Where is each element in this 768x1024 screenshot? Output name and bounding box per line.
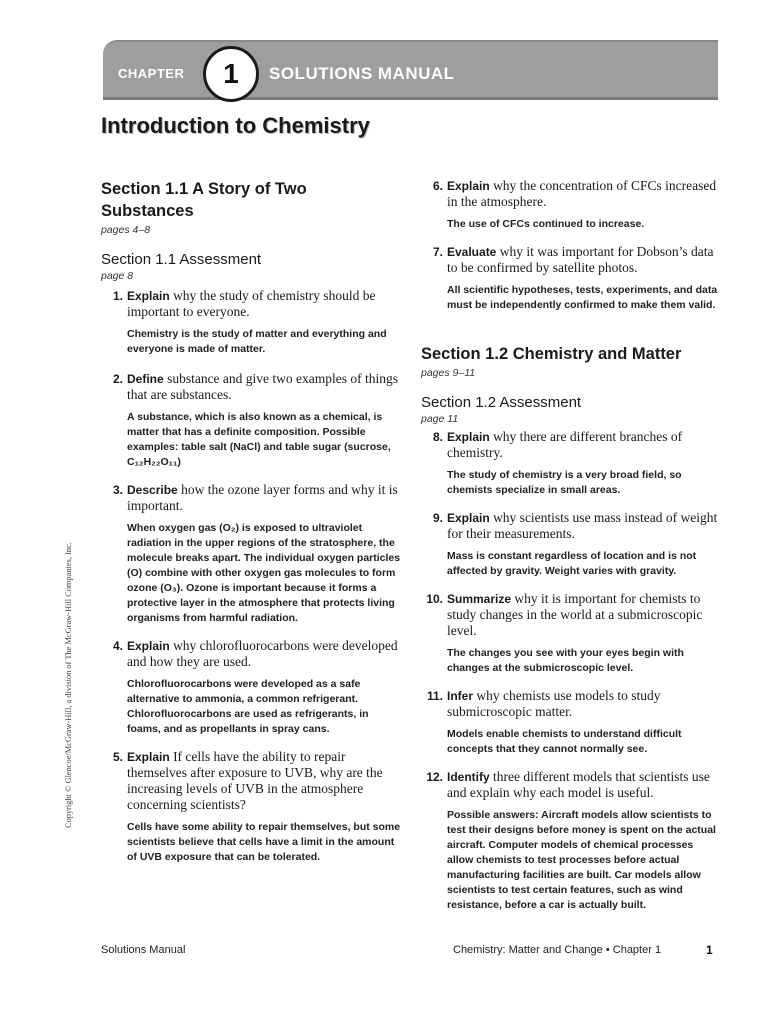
question-number: 11. xyxy=(426,689,443,703)
question-body xyxy=(447,591,721,676)
question-number: 4. xyxy=(112,639,123,653)
question-item xyxy=(101,749,401,865)
answer-text: The study of chemistry is a very broad field, so chemists specialize in small areas. xyxy=(447,469,682,496)
question-body xyxy=(127,482,401,626)
question-number: 7. xyxy=(432,245,443,259)
question-verb: Infer xyxy=(447,689,474,703)
right-column xyxy=(421,178,721,913)
question-prompt: substance and give two examples of things that are substances. xyxy=(127,371,399,402)
question-body xyxy=(127,371,401,470)
answer-text: Mass is constant regardless of location and is not affected by gravity. Weight varies with gravity. xyxy=(447,550,697,577)
question-prompt: why chlorofluorocarbons were developed and how they are used. xyxy=(127,638,398,669)
question-number: 8. xyxy=(432,430,443,444)
page-title: Introduction to Chemistry xyxy=(101,113,370,138)
question-verb: Identify xyxy=(447,770,490,784)
question-body xyxy=(447,510,721,579)
question-verb: Summarize xyxy=(447,592,512,606)
question-verb: Explain xyxy=(127,750,170,764)
question-text xyxy=(127,288,401,320)
question-item xyxy=(101,371,401,470)
section-1-2-heading: Section 1.2 Chemistry and Matter xyxy=(421,345,682,363)
question-body xyxy=(127,638,401,737)
question-body xyxy=(447,769,721,913)
section-1-2-assessment-page: page 11 xyxy=(421,413,459,425)
section-1-1-heading: Section 1.1 A Story of Two Substances xyxy=(101,180,307,220)
question-prompt: why chemists use models to study submicroscopic matter. xyxy=(447,688,661,719)
question-prompt: why the concentration of CFCs increased in the atmosphere. xyxy=(447,178,717,209)
question-text xyxy=(447,591,721,639)
question-text xyxy=(447,178,721,210)
answer-text: Chemistry is the study of matter and everything and everyone is made of matter. xyxy=(127,328,387,355)
question-body xyxy=(447,688,721,757)
question-item xyxy=(421,769,721,913)
question-text xyxy=(447,429,721,461)
answer-text: The changes you see with your eyes begin with changes at the submicroscopic level. xyxy=(447,647,684,674)
question-text xyxy=(127,638,401,670)
chapter-number-badge: 1 xyxy=(203,46,259,102)
question-item xyxy=(421,591,721,676)
page-number: 1 xyxy=(706,943,713,957)
question-text xyxy=(447,688,721,720)
question-text xyxy=(447,769,721,801)
question-item xyxy=(101,638,401,737)
question-item xyxy=(101,288,401,357)
question-body xyxy=(447,178,721,232)
question-prompt: why it was important for Dobson’s data to be confirmed by satellite photos. xyxy=(447,244,714,275)
section-1-1-pages: pages 4–8 xyxy=(101,224,151,236)
question-verb: Explain xyxy=(447,430,490,444)
question-body xyxy=(127,749,401,865)
answer-text: The use of CFCs continued to increase. xyxy=(447,218,645,230)
footer-left: Solutions Manual xyxy=(101,944,186,956)
question-body xyxy=(447,244,721,313)
question-verb: Explain xyxy=(127,289,170,303)
question-text xyxy=(447,510,721,542)
question-prompt: why it is important for chemists to study changes in the world at a submicroscopic level. xyxy=(447,591,703,638)
section-1-2-assessment-heading: Section 1.2 Assessment xyxy=(421,394,582,411)
question-prompt: why scientists use mass instead of weight for their measurements. xyxy=(447,510,718,541)
answer-text: A substance, which is also known as a chemical, is matter that has a definite composition. Possible examples: table salt (NaCl) and table sugar (sucrose, C₁₂H₂₂O₁₁) xyxy=(127,411,391,468)
question-body xyxy=(127,288,401,357)
question-verb: Explain xyxy=(447,511,490,525)
answer-text: Chlorofluorocarbons were developed as a safe alternative to ammonia, a common refrigerant. Chlorofluorocarbons are used as refrigerants, in foams, and as propellants in spray cans. xyxy=(127,678,369,735)
question-item xyxy=(421,510,721,579)
question-body xyxy=(447,429,721,498)
question-text xyxy=(127,371,401,403)
question-text xyxy=(447,244,721,276)
question-verb: Explain xyxy=(127,639,170,653)
question-number: 6. xyxy=(432,179,443,193)
question-item xyxy=(421,178,721,232)
question-prompt: how the ozone layer forms and why it is important. xyxy=(127,482,398,513)
question-number: 2. xyxy=(112,372,123,386)
question-verb: Explain xyxy=(447,179,490,193)
question-number: 1. xyxy=(112,289,123,303)
question-item xyxy=(421,244,721,313)
question-prompt: three different models that scientists use and explain why each model is useful. xyxy=(447,769,710,800)
copyright-notice: Copyright © Glencoe/McGraw-Hill, a division of The McGraw-Hill Companies, Inc. xyxy=(64,542,73,828)
answer-text: Models enable chemists to understand difficult concepts that they cannot normally see. xyxy=(447,728,682,755)
section-1-1-assessment-heading: Section 1.1 Assessment xyxy=(101,251,262,268)
banner-title: SOLUTIONS MANUAL xyxy=(269,64,455,83)
answer-text: All scientific hypotheses, tests, experiments, and data must be independently confirmed to make them valid. xyxy=(447,284,718,311)
question-prompt: If cells have the ability to repair themselves after exposure to UVB, why are the increasing levels of UVB in the atmosphere concerning scientists? xyxy=(127,749,383,812)
footer-right: Chemistry: Matter and Change • Chapter 1 xyxy=(453,944,662,956)
question-verb: Evaluate xyxy=(447,245,497,259)
question-text xyxy=(127,482,401,514)
question-item xyxy=(421,688,721,757)
question-verb: Describe xyxy=(127,483,178,497)
answer-text: Possible answers: Aircraft models allow scientists to test their designs before money is spent on the actual aircraft. Computer models of chemical processes allow chemists to test processes before actual manufacturing facilities are built. Car models allow scientists to test certain features, such as wind resistance, before a car is actually built. xyxy=(447,809,716,911)
question-number: 3. xyxy=(112,483,123,497)
section-1-2-pages: pages 9–11 xyxy=(421,367,476,379)
question-number: 5. xyxy=(112,750,123,764)
chapter-label: CHAPTER xyxy=(118,66,185,81)
question-item xyxy=(101,482,401,626)
question-prompt: why the study of chemistry should be important to everyone. xyxy=(127,288,376,319)
left-column xyxy=(101,178,401,865)
question-prompt: why there are different branches of chemistry. xyxy=(447,429,683,460)
question-number: 9. xyxy=(432,511,443,525)
question-verb: Define xyxy=(127,372,164,386)
question-number: 10. xyxy=(426,592,443,606)
section-1-1-assessment-page: page 8 xyxy=(101,270,134,282)
answer-text: Cells have some ability to repair themselves, but some scientists believe that cells have a limit in the amount of UVB exposure that can be tolerated. xyxy=(127,821,401,863)
question-number: 12. xyxy=(426,770,443,784)
question-item xyxy=(421,429,721,498)
answer-text: When oxygen gas (O₂) is exposed to ultraviolet radiation in the upper regions of the stratosphere, the molecule breaks apart. The individual oxygen particles (O) combine with other oxygen gas molecules to form ozone (O₃). Ozone is important because it forms a protective layer in the atmosphere that protects living organisms from harmful radiation. xyxy=(127,522,401,624)
question-text xyxy=(127,749,401,813)
